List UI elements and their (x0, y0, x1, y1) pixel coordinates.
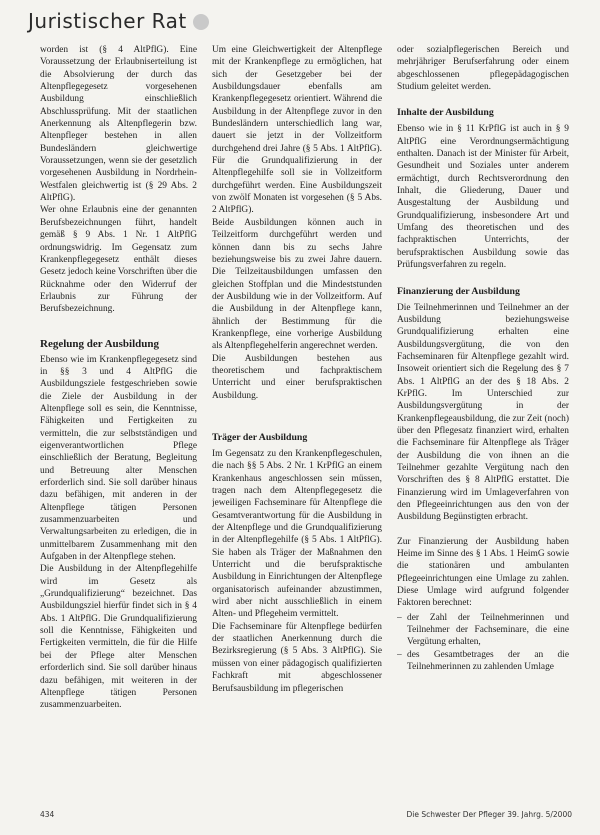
column-2 (212, 44, 382, 793)
section-heading-inhalte: Inhalte der Ausbildung (397, 107, 494, 119)
section-heading-regelung: Regelung der Ausbildung (40, 337, 160, 350)
paragraph: worden ist (§ 4 AltPflG). Eine Voraussetzung der Erlaubniserteilung ist die Absolvierung der durch das Altenpflegegesetz vorgesehenen Ausbildung einschließlich Abschlussprüfung. Mit der staatlichen Anerkennung als Altenpflegerin bzw. Altenpfleger bestehen in allen Bundesländern gleichwertige Voraussetzungen, wenn sie der gesetzlich vorgesehenen Ausbildung in Nordrhein-Westfalen gleichwertig ist (§ 29 Abs. 2 AltPflG). (40, 45, 197, 204)
bullet-list (397, 612, 569, 674)
paragraph: Wer ohne Erlaubnis eine der genannten Berufsbezeichnungen führt, handelt gemäß § 9 Abs. 1 Nr. 1 AltPflG ordnungswidrig. Im Gegensatz zum Krankenpflegegesetz enthält dieses Gesetz jedoch keine Vorschriften über die Rücknahme oder den Widerruf der Erlaubnis zur Führung der Berufsbezeichnung. (40, 205, 197, 315)
page-footer (40, 810, 572, 819)
list-item: – des Gesamtbetrages der an die Teilnehmerinnen zu zahlenden Umlage (407, 649, 569, 674)
column-3 (397, 44, 569, 793)
page-header (28, 6, 209, 36)
paragraph: Im Gegensatz zu den Krankenpflegeschulen, die nach §§ 5 Abs. 2 Nr. 1 KrPflG an einem Krankenhaus angeschlossen sein müssen, tragen nach dem Altenpflegegesetz die jeweiligen Fachseminare für Altenpflege die Gesamtverantwortung für die Ausbildung in der Altenpflege und die Grundqualifizierung in der Altenpflegehilfe (§ 5 Abs. 1 AltPflG). Sie haben als Träger der Maßnahmen den Unterricht und die berufspraktische Ausbildung in Einrichtungen der Altenpflege organisatorisch aufeinander abzustimmen, wird aber nicht ausschließlich in einem Alten- und Pflegeheim vermittelt. (212, 448, 382, 620)
section-marker-icon (193, 14, 209, 30)
paragraph: Zur Finanzierung der Ausbildung haben Heime im Sinne des § 1 Abs. 1 HeimG sowie die stationären und ambulanten Pflegeeinrichtungen eine Umlage zu zahlen. Diese Umlage wird aufgrund folgender Faktoren berechnet: (397, 536, 569, 609)
paragraph: Beide Ausbildungen können auch in Teilzeitform durchgeführt werden und können dann bis zu sechs Jahre beziehungsweise bis zu zwei Jahre dauern. Die Teilzeitausbildungen umfassen den gleichen Stoffplan und die Mindeststunden der Ausbildung wie in der Vollzeitform. Auf die Ausbildung in der Altenpflege kann, ähnlich der Bestimmung für die Krankenpflege, eine vorherige Ausbildung als Altenpflegehelferin angerechnet werden. (212, 217, 382, 352)
journal-reference: Die Schwester Der Pfleger 39. Jahrg. 5/2000 (406, 810, 572, 819)
paragraph: Die Ausbildungen bestehen aus theoretischem und fachpraktischem Unterricht und einer berufspraktischen Ausbildung. (212, 353, 382, 401)
paragraph: Um eine Gleichwertigkeit der Altenpflege mit der Krankenpflege zu ermöglichen, hat sich der Gesetzgeber bei der Ausbildungsdauer ebenfalls am Krankenpflegegesetz orientiert. Während die Ausbildung in der Altenpflege zuvor in den Bundesländern unterschiedlich lang war, dauert sie jetzt in der Vollzeitform durchgehend drei Jahre (§ 5 Abs. 1 AltPflG). Für die Grundqualifizierung in der Altenpflegehilfe soll sie in Vollzeitform durchgeführt werden. Eine Ausbildungszeit von zwölf Monaten ist vorgesehen (§ 5 Abs. 2 AltPflG). (212, 45, 382, 216)
paragraph: oder sozialpflegerischen Bereich und mehrjähriger Berufserfahrung oder einem abgeschlossenen pflegepädagogischen Studium geleitet werden. (397, 45, 569, 93)
paragraph: Die Fachseminare für Altenpflege bedürfen der staatlichen Anerkennung durch die Bezirksregierung (§ 5 Abs. 3 AltPflG). Sie müssen von einer pädagogisch qualifizierten Fachkraft mit abgeschlossener Berufsausbildung im pflegerischen (212, 621, 382, 694)
section-title: Juristischer Rat (28, 9, 187, 33)
paragraph: Die Ausbildung in der Altenpflegehilfe wird im Gesetz als „Grundqualifizierung“ bezeichnet. Das Ausbildungsziel hierfür findet sich in § 4 Abs. 1 AltPflG. Die Grundqualifizierung soll die Kenntnisse, Fähigkeiten und Fertigkeiten vermitteln, die für die Hilfe bei der Pflege alter Menschen erforderlich sind. Sie soll darüber hinaus dazu befähigen, mit weiteren in der Altenpflege tätigen Personen zusammenzuarbeiten. (40, 564, 197, 711)
column-1 (40, 44, 197, 793)
paragraph: Ebenso wie in § 11 KrPflG ist auch in § 9 AltPflG eine Verordnungsermächtigung enthalten. Danach ist der Minister für Arbeit, Gesundheit und Soziales unter anderem ermächtigt, durch Rechtsverordnung den Inhalt, die Gliederung, Dauer und Ausgestaltung der Ausbildung und Grundqualifizierung, insbesondere Art und Umfang des theoretischen und des fachpraktischen Unterrichts, der berufspraktischen Ausbildung sowie das Prüfungsverfahren zu regeln. (397, 124, 569, 271)
section-heading-finanzierung: Finanzierung der Ausbildung (397, 285, 520, 297)
paragraph: Ebenso wie im Krankenpflegegesetz sind in §§ 3 und 4 AltPflG die Ausbildungsziele festgeschrieben sowie die Ziele der Ausbildung in der Altenpflege soll es sein, die Kenntnisse, Fähigkeiten und Fertigkeiten zu vermitteln, die zur selbstständigen und eigenverantwortlichen Pflege einschließlich der Beratung, Begleitung und Betreuung alter Menschen erforderlich sind. Sie soll darüber hinaus dazu befähigen, mit anderen in der Altenpflege tätigen Personen zusammenzuarbeiten und Verwaltungsarbeiten zu erledigen, die in unmittelbarem Zusammenhang mit den Aufgaben in der Altenpflege stehen. (40, 354, 197, 563)
section-heading-traeger: Träger der Ausbildung (212, 431, 308, 443)
list-item: – der Zahl der Teilnehmerinnen und Teilnehmer der Fachseminare, die eine Vergütung erhalten, (407, 612, 569, 649)
paragraph: Die Teilnehmerinnen und Teilnehmer an der Ausbildung beziehungsweise Grundqualifizierung erhalten eine Ausbildungsvergütung, die von den Fachseminaren für Altenpflege gezahlt wird. Insoweit orientiert sich die Regelung des § 7 Abs. 1 AltPflG an der des § 18 Abs. 2 KrPflG. Im Unterschied zur Ausbildungsvergütung in der Krankenpflegeausbildung, die zur Zeit (noch) über den Pflegesatz finanziert wird, erhalten die Fachseminare für Altenpflege als Träger der Ausbildung die von ihnen an die Teilnehmer gezahlte Vergütung nach den Vorschriften des § 8 AltPflG erstattet. Die Finanzierung wird im Umlageverfahren von den Pflegeeinrichtungen aus den von der Ausbildung Begünstigten erbracht. (397, 302, 569, 523)
page-number: 434 (40, 810, 55, 819)
